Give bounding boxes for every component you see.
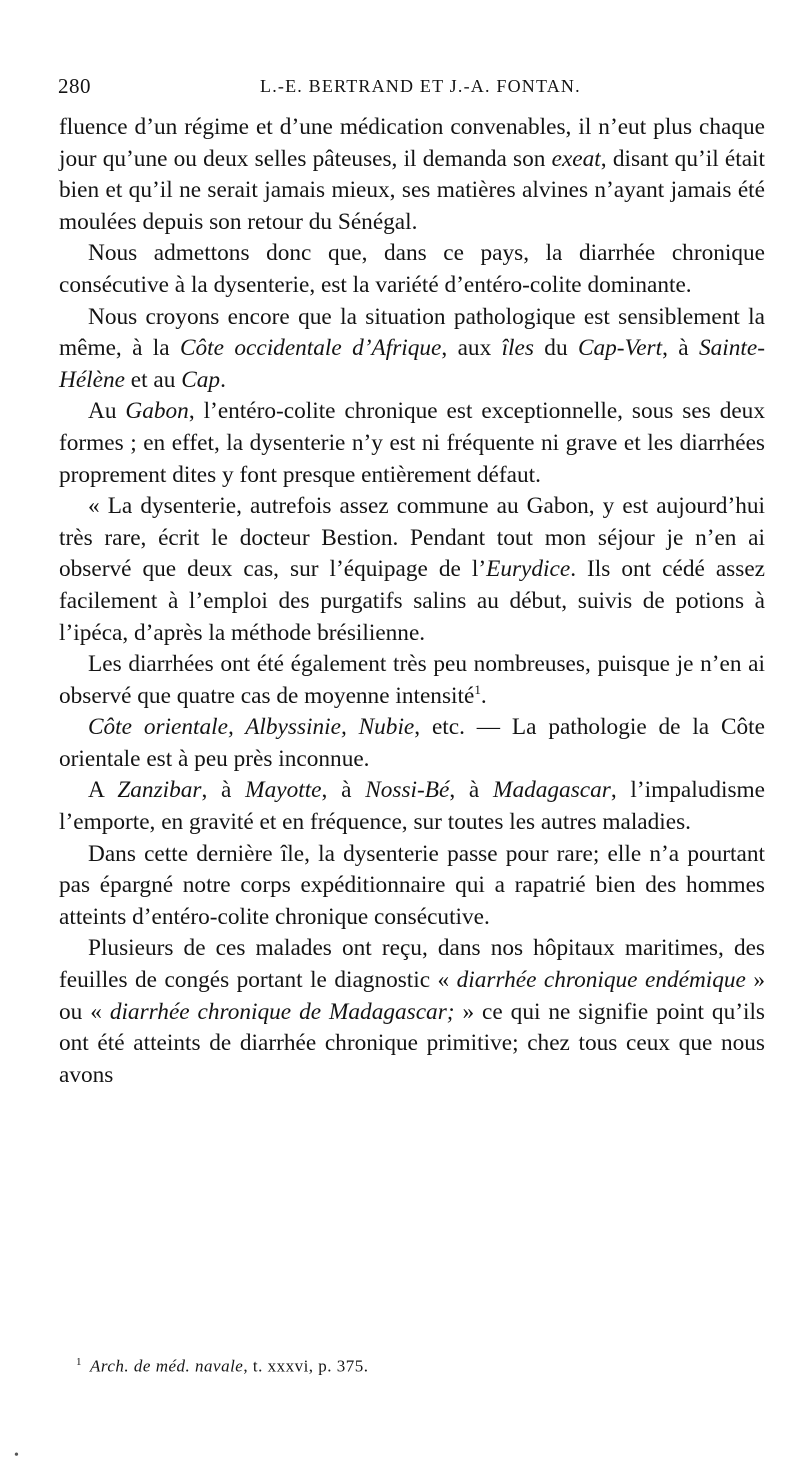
text-span: du <box>533 335 578 362</box>
italic-term: exeat <box>551 145 601 172</box>
text-span: , à <box>449 777 494 804</box>
text-span: , etc. — La pathologie de la Côte orientale est à peu près inconnue. <box>59 714 765 772</box>
footnote <box>76 1356 716 1377</box>
text-span: et au <box>124 366 182 393</box>
page-header <box>52 74 764 104</box>
footnote-number: 1 <box>76 1356 82 1368</box>
italic-place-name: Gabon <box>125 398 189 425</box>
text-span: Nous admettons donc que, dans ce pays, la diarrhée chronique consécutive à la dysenterie, est la variété d’entéro-colite dominante. <box>59 240 765 298</box>
italic-ship-name: Eurydice <box>486 556 571 583</box>
text-span: » ou « <box>59 967 765 1025</box>
italic-place-name: îles <box>501 335 534 362</box>
paragraph <box>59 396 765 491</box>
text-span: , disant qu’il était bien et qu’il ne serait jamais mieux, ses matières alvines n’ayant jamais été moulées depuis son retour du Sénégal. <box>59 145 765 235</box>
italic-diagnosis: diarrhée chronique endémique <box>456 967 746 994</box>
text-span: . Ils ont cédé assez facilement à l’emploi des purgatifs salins au début, suivis de potions à l’ipéca, d’après la méthode brésilienne. <box>59 556 765 646</box>
text-span: , aux <box>441 335 502 362</box>
italic-place-name: Zanzibar <box>117 777 202 804</box>
page-number: 280 <box>58 74 91 98</box>
footnote-detail: , t. xxxvi, p. 375. <box>243 1356 369 1376</box>
italic-section-title: Côte orientale, Albyssinie, Nubie <box>88 714 415 741</box>
paragraph-section-heading <box>59 712 765 775</box>
text-span: , à <box>321 777 366 804</box>
body-text <box>59 112 765 1091</box>
paragraph <box>59 302 765 397</box>
italic-diagnosis: diarrhée chronique de Madagascar; <box>109 998 455 1025</box>
italic-place-name: Nossi-Bé <box>365 777 450 804</box>
text-span: Plusieurs de ces malades ont reçu, dans nos hôpitaux maritimes, des feuilles de congés portant le diagnostic « <box>59 935 765 994</box>
paragraph-continuation <box>59 112 765 238</box>
paragraph <box>59 238 765 301</box>
paragraph <box>59 649 765 712</box>
italic-place-name: Madagascar <box>493 777 611 804</box>
text-span: , à <box>662 335 699 362</box>
italic-place-name: Mayotte <box>245 777 322 804</box>
paragraph <box>59 839 765 934</box>
text-span: Les diarrhées ont été également très peu nombreuses, puisque je n’en ai observé que quatre cas de moyenne intensité <box>59 651 765 709</box>
text-span: . <box>480 682 487 709</box>
text-span: A <box>88 777 118 804</box>
text-span: , l’impaludisme l’emporte, en gravité et en fréquence, sur toutes les autres maladies. <box>59 777 765 836</box>
text-span: Dans cette dernière île, la dysenterie passe pour rare; elle n’a pourtant pas épargné notre corps expéditionnaire qui a rapatrié bien des hommes atteints d’entéro-colite chronique consécutive. <box>59 840 765 930</box>
text-span: , à <box>201 777 246 804</box>
paragraph <box>59 933 765 1091</box>
text-span: . <box>220 366 226 393</box>
italic-place-name: Côte occidentale d’Afrique <box>180 335 442 362</box>
text-span: « La dysenterie, autrefois assez commune au Gabon, y est aujourd’hui très rare, écrit le docteur Bestion. Pendant tout mon séjour je n’en ai observé que deux cas, sur l’équipage de l’ <box>59 493 765 583</box>
footnote-reference: 1 <box>474 681 481 697</box>
running-title: L.-E. BERTRAND ET J.-A. FONTAN. <box>260 76 581 96</box>
paragraph <box>59 775 765 838</box>
text-span: Nous croyons encore que la situation pathologique est sensiblement la même, à la <box>59 303 765 362</box>
margin-mark: • <box>14 1448 19 1463</box>
text-span: , l’entéro-colite chronique est exceptionnelle, sous ses deux formes ; en effet, la dysenterie n’y est ni fréquente ni grave et les diarrhées proprement dites y font presque entièrement défaut. <box>59 398 765 488</box>
paragraph-quotation <box>59 491 765 649</box>
italic-place-name: Cap-Vert <box>577 335 663 362</box>
italic-place-name: Cap <box>181 366 221 393</box>
footnote-source: Arch. de méd. navale <box>90 1356 244 1376</box>
italic-place-name: Sainte-Hélène <box>59 335 765 393</box>
text-span: fluence d’un régime et d’une médication convenables, il n’eut plus chaque jour qu’une ou deux selles pâteuses, il demanda son <box>59 114 765 172</box>
text-span: Au <box>88 398 126 425</box>
text-span: » ce qui ne signifie point qu’ils ont été atteints de diarrhée chronique primitive; chez tous ceux que nous avons <box>59 998 765 1088</box>
